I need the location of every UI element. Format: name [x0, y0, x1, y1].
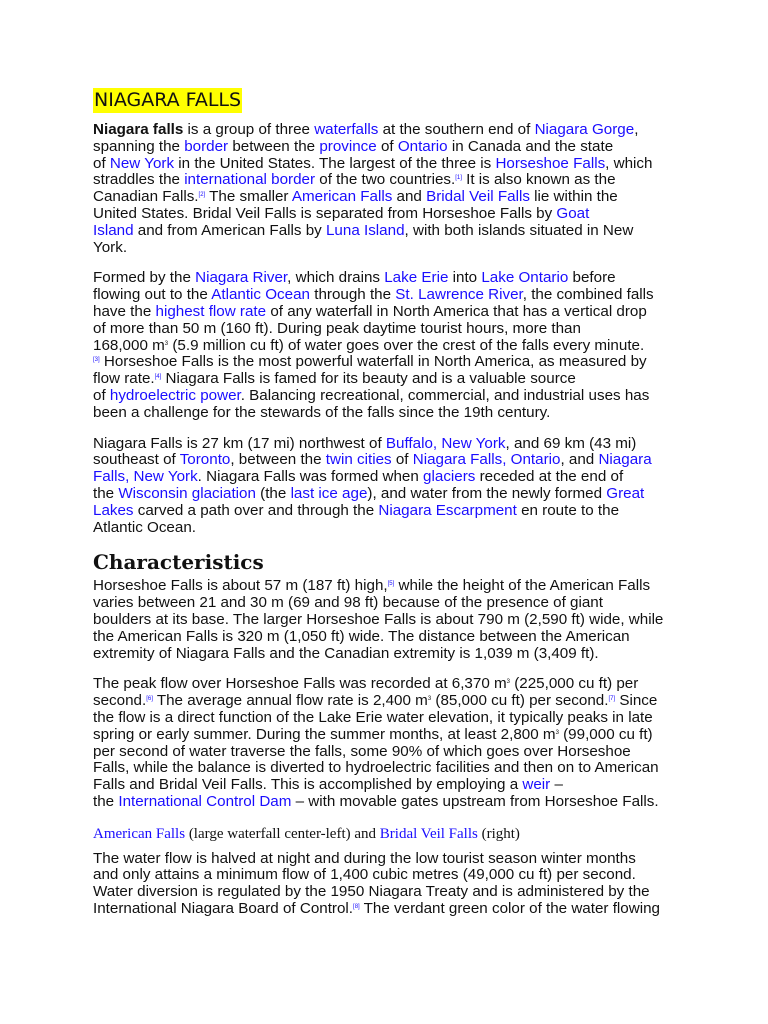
- text-line: [93, 884, 683, 901]
- text-line: [93, 727, 683, 744]
- link-lake-ontario[interactable]: Lake Ontario: [481, 269, 569, 287]
- link-highest-flow-rate[interactable]: highest flow rate: [155, 302, 267, 320]
- text: (5.9 million cu ft) of water goes over the crest of the falls every minute.: [168, 336, 645, 354]
- reference-link-4[interactable]: [4]: [154, 374, 162, 381]
- text: and: [392, 188, 427, 206]
- text: into: [448, 269, 482, 287]
- text-line: [93, 760, 683, 777]
- text: of: [93, 386, 110, 404]
- text: in the United States. The largest of the three is: [174, 154, 496, 172]
- link-goat-island[interactable]: Goat: [556, 204, 590, 222]
- reference-link-3[interactable]: [3]: [93, 357, 100, 364]
- text: through the: [310, 286, 396, 304]
- text-line: [93, 595, 683, 612]
- text: United States. Bridal Veil Falls is separated from Horseshoe Falls by: [93, 204, 557, 222]
- link-international-border[interactable]: international border: [184, 171, 316, 189]
- text: (85,000 cu ft) per second.: [431, 692, 609, 710]
- text: receded at the end of: [475, 468, 624, 486]
- text: Since: [615, 692, 658, 710]
- superscript: 3: [164, 340, 169, 347]
- article-subject: Niagara falls: [93, 121, 184, 138]
- text: Horseshoe Falls is about 57 m (187 ft) high,: [93, 577, 388, 595]
- text-line: [93, 139, 683, 156]
- link-niagara-falls-ny-cont[interactable]: Falls, New York: [93, 468, 198, 486]
- reference-link-6[interactable]: [6]: [146, 696, 153, 703]
- text: between the: [228, 137, 320, 155]
- text-line: [93, 452, 683, 469]
- text: the: [93, 484, 119, 502]
- text: lie within the: [529, 188, 618, 206]
- location-paragraph: [93, 436, 683, 537]
- text: . Niagara Falls was formed when: [197, 468, 424, 486]
- link-province[interactable]: province: [319, 137, 377, 155]
- link-wisconsin-glaciation[interactable]: Wisconsin glaciation: [118, 484, 256, 502]
- text: is a group of three: [183, 121, 315, 138]
- text: Horseshoe Falls is the most powerful waterfall in North America, as measured by: [99, 353, 647, 371]
- text: flow rate.: [93, 370, 155, 388]
- reference-link-7[interactable]: [7]: [608, 696, 616, 703]
- text: York.: [93, 238, 128, 256]
- link-bridal-veil-falls-caption[interactable]: Bridal Veil Falls: [379, 825, 478, 842]
- text: spring or early summer. During the summer months, at least 2,800 m: [93, 725, 556, 743]
- text: (large waterfall center-left) and: [185, 825, 380, 842]
- link-niagara-falls-ontario[interactable]: Niagara Falls, Ontario: [412, 451, 561, 469]
- text: The water flow is halved at night and during the low tourist season winter months: [93, 849, 636, 867]
- text: . Balancing recreational, commercial, and industrial uses has: [240, 386, 650, 404]
- text-line: [93, 744, 683, 761]
- flow-paragraph: [93, 676, 683, 810]
- text: Atlantic Ocean.: [93, 518, 196, 536]
- superscript: 3: [427, 696, 432, 703]
- reference-link-5[interactable]: [5]: [387, 581, 395, 588]
- text-line: [93, 338, 683, 355]
- text: of: [391, 451, 413, 469]
- article: [93, 88, 683, 932]
- dimensions-paragraph: [93, 578, 683, 662]
- text: The average annual flow rate is 2,400 m: [152, 692, 428, 710]
- text: , which: [605, 154, 653, 172]
- regulation-paragraph: [93, 851, 683, 918]
- text: Formed by the: [93, 269, 196, 287]
- link-glaciers[interactable]: glaciers: [423, 468, 476, 486]
- text: the American Falls is 320 m (1,050 ft) wide. The distance between the American: [93, 627, 630, 645]
- text: (the: [255, 484, 291, 502]
- text-line: [93, 240, 683, 257]
- text-line: [93, 405, 683, 422]
- link-ontario[interactable]: Ontario: [397, 137, 448, 155]
- text: , and 69 km (43 mi): [505, 434, 637, 452]
- text: , between the: [230, 451, 326, 469]
- text: en route to the: [516, 501, 620, 519]
- text-line: [93, 371, 683, 388]
- link-horseshoe-falls[interactable]: Horseshoe Falls: [495, 154, 606, 172]
- text: (99,000 cu ft): [558, 725, 653, 743]
- link-niagara-escarpment[interactable]: Niagara Escarpment: [378, 501, 517, 519]
- text: while the height of the American Falls: [394, 577, 651, 595]
- text: varies between 21 and 30 m (69 and 98 ft) because of the presence of giant: [93, 594, 603, 612]
- text: – with movable gates upstream from Horseshoe Falls.: [291, 792, 659, 810]
- superscript: 3: [506, 679, 510, 686]
- text: the: [93, 792, 119, 810]
- text: (225,000 cu ft) per: [509, 675, 639, 693]
- text-line: [93, 710, 683, 727]
- text: southeast of: [93, 451, 180, 469]
- link-great-lakes[interactable]: Great: [606, 484, 645, 502]
- link-american-falls[interactable]: American Falls: [291, 188, 393, 206]
- text: straddles the: [93, 171, 185, 189]
- link-niagara-falls-ny[interactable]: Niagara: [598, 451, 652, 469]
- text: 168,000 m: [93, 336, 165, 354]
- text: Water diversion is regulated by the 1950 Niagara Treaty and is administered by the: [93, 883, 650, 901]
- link-atlantic-ocean[interactable]: Atlantic Ocean: [211, 286, 310, 304]
- text: , with both islands situated in New: [404, 221, 634, 239]
- text: been a challenge for the stewards of the falls since the 19th century.: [93, 403, 551, 421]
- text: flowing out to the: [93, 286, 212, 304]
- image-caption: [93, 825, 683, 843]
- text-line: [93, 794, 683, 811]
- text-line: [93, 321, 683, 338]
- link-lake-erie[interactable]: Lake Erie: [384, 269, 449, 287]
- link-st-lawrence-river[interactable]: St. Lawrence River: [395, 286, 523, 304]
- text: extremity of Niagara Falls and the Canadian extremity is 1,039 m (3,409 ft).: [93, 644, 599, 662]
- text: and only attains a minimum flow of 1,400 cubic metres (49,000 cu ft) per second.: [93, 866, 636, 884]
- text-line: [93, 578, 683, 595]
- link-new-york[interactable]: New York: [109, 154, 175, 172]
- text: Falls, while the balance is diverted to hydroelectric facilities and then on to American: [93, 759, 659, 777]
- text: Niagara Falls is famed for its beauty and is a valuable source: [161, 370, 576, 388]
- text: and from American Falls by: [133, 221, 326, 239]
- text: The peak flow over Horseshoe Falls was recorded at 6,370 m: [93, 675, 507, 693]
- text-line: [93, 156, 683, 173]
- link-luna-island[interactable]: Luna Island: [325, 221, 405, 239]
- link-toronto[interactable]: Toronto: [179, 451, 231, 469]
- text-line: [93, 901, 683, 918]
- text-line: [93, 388, 683, 405]
- text: of: [376, 137, 398, 155]
- link-bridal-veil-falls[interactable]: Bridal Veil Falls: [426, 188, 530, 206]
- text: Niagara Falls is 27 km (17 mi) northwest of: [93, 434, 386, 452]
- link-waterfalls[interactable]: waterfalls: [314, 121, 379, 138]
- link-last-ice-age[interactable]: last ice age: [290, 484, 368, 502]
- text: –: [550, 776, 563, 794]
- link-american-falls-caption[interactable]: American Falls: [93, 825, 186, 842]
- text: of the two countries.: [315, 171, 456, 189]
- link-goat-island-cont[interactable]: Island: [93, 221, 134, 239]
- text: the flow is a direct function of the Lake Erie water elevation, it typically peaks in late: [93, 708, 653, 726]
- text-line: [93, 777, 683, 794]
- link-international-control-dam[interactable]: International Control Dam: [118, 792, 292, 810]
- text-line: [93, 122, 683, 139]
- page-title: NIAGARA FALLS: [94, 89, 242, 111]
- text-line: [93, 693, 683, 710]
- text-line: [93, 676, 683, 693]
- text: in Canada and the state: [447, 137, 614, 155]
- link-border[interactable]: border: [184, 137, 229, 155]
- text-line: [93, 354, 683, 371]
- text-line: [93, 851, 683, 868]
- text: boulders at its base. The larger Horseshoe Falls is about 790 m (2,590 ft) wide, while: [93, 610, 664, 628]
- link-hydroelectric-power[interactable]: hydroelectric power: [109, 386, 241, 404]
- link-twin-cities[interactable]: twin cities: [325, 451, 392, 469]
- reference-link-1[interactable]: [1]: [455, 175, 462, 182]
- text-line: [93, 287, 683, 304]
- text: International Niagara Board of Control.: [93, 900, 354, 918]
- section-heading: Characteristics: [93, 550, 264, 575]
- text-line: [93, 189, 683, 206]
- text-line: [93, 223, 683, 240]
- formation-paragraph: [93, 270, 683, 421]
- reference-link-8[interactable]: [8]: [353, 904, 360, 911]
- text: at the southern end of: [378, 121, 535, 138]
- link-great-lakes-cont[interactable]: Lakes: [93, 501, 134, 519]
- text: The verdant green color of the water flowing: [359, 900, 660, 918]
- text-line: [93, 629, 683, 646]
- link-niagara-river[interactable]: Niagara River: [195, 269, 288, 287]
- text: carved a path over and through the: [133, 501, 379, 519]
- text: Falls and Bridal Veil Falls. This is accomplished by employing a: [93, 776, 523, 794]
- text: before: [568, 269, 616, 287]
- text: of more than 50 m (160 ft). During peak daytime tourist hours, more than: [93, 319, 581, 337]
- text-line: [93, 304, 683, 321]
- text: ,: [634, 121, 639, 138]
- text-line: [93, 867, 683, 884]
- text: , and: [560, 451, 599, 469]
- text: , which drains: [287, 269, 385, 287]
- text-line: [93, 206, 683, 223]
- text-line: [93, 612, 683, 629]
- text-line: [93, 469, 683, 486]
- text: have the: [93, 302, 156, 320]
- text-line: [93, 646, 683, 663]
- link-buffalo[interactable]: Buffalo, New York: [385, 434, 506, 452]
- text-line: [93, 503, 683, 520]
- link-weir[interactable]: weir: [522, 776, 551, 794]
- text: , the combined falls: [522, 286, 654, 304]
- intro-paragraph: [93, 122, 683, 256]
- text: per second of water traverse the falls, some 90% of which goes over Horseshoe: [93, 742, 631, 760]
- text: of any waterfall in North America that has a vertical drop: [266, 302, 647, 320]
- text-line: [93, 520, 683, 537]
- text: of: [93, 154, 110, 172]
- text: Canadian Falls.: [93, 188, 199, 206]
- text: It is also known as the: [461, 171, 616, 189]
- text: The smaller: [205, 188, 292, 206]
- superscript: 3: [555, 729, 559, 736]
- text-line: [93, 172, 683, 189]
- text: ), and water from the newly formed: [367, 484, 607, 502]
- reference-link-2[interactable]: [2]: [198, 192, 206, 199]
- text: spanning the: [93, 137, 185, 155]
- link-niagara-gorge[interactable]: Niagara Gorge: [534, 121, 635, 138]
- text-line: [93, 486, 683, 503]
- text: second.: [93, 692, 147, 710]
- text: (right): [477, 825, 520, 842]
- text-line: [93, 436, 683, 453]
- text-line: [93, 270, 683, 287]
